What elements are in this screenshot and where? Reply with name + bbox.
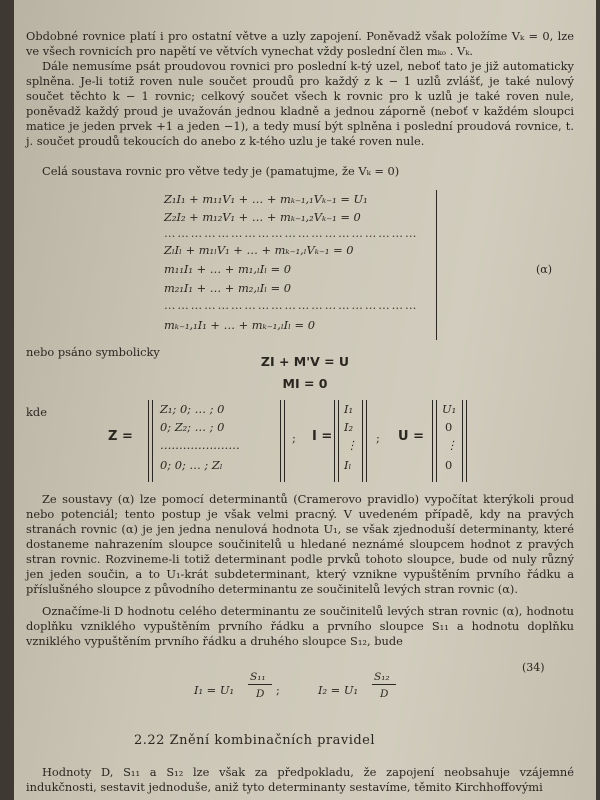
matrix-i-left-bar-2 bbox=[338, 400, 339, 482]
matrix-u-name: U = bbox=[398, 429, 424, 444]
matrix-i-row-4: Iₗ bbox=[344, 458, 352, 472]
matrix-u-row-2: 0 bbox=[445, 420, 453, 434]
paragraph-5: Ze soustavy (α) lze pomocí determinantů (Cramerovo pravidlo) vypočítat kterýkoli proud nebo potenciál; tento postup je však velmi pracný. V uvedeném případě, kdy na pravých stranách rovnic (α) je jen jedna nenulová hodnota U₁, se však zjednoduší determinanty, které dostaneme nahrazením sloupce součinitelů u hledané neznámé sloupcem hodnot z pravých stran rovnic. Rozvineme-li totiž determinant podle prvků tohoto sloupce, bude od nuly různý jen jeden součin, a to U₁-krát subdeterminant, který vznikne vypuštěním prvního řádku a příslušného sloupce z původního determinantu ze součinitelů levých stran rovnic (α). bbox=[26, 492, 574, 596]
system-line-6: mₖ₋₁,₁I₁ + … + mₖ₋₁,ₗIₗ = 0 bbox=[164, 318, 315, 332]
equation-label-alpha: (α) bbox=[536, 263, 553, 276]
matrix-z-row-4: 0; 0; … ; Zₗ bbox=[160, 458, 223, 472]
paragraph-7: Hodnoty D, S₁₁ a S₁₂ lze však za předpokladu, že zapojení neobsahuje vzájemné indukčnosti, sestavit jednoduše, aniž tyto determinanty sestavíme, těmito Kirchhoffovými bbox=[26, 765, 574, 794]
matrix-z-right-bar-2 bbox=[284, 400, 285, 482]
paragraph-kde: kde bbox=[26, 405, 47, 419]
matrix-i-right-bar-2 bbox=[366, 400, 367, 482]
formula-den-1: D bbox=[256, 688, 265, 700]
matrix-i-left-bar bbox=[334, 400, 335, 482]
document-page bbox=[14, 0, 596, 800]
matrix-u-right-bar bbox=[462, 400, 463, 482]
formula-separator: ; bbox=[276, 683, 280, 697]
matrix-u-row-1: U₁ bbox=[442, 402, 457, 416]
matrix-separator-2: ; bbox=[376, 431, 380, 445]
symbolic-equation-1: ZI + M'V = U bbox=[260, 354, 350, 369]
formula-den-2: D bbox=[380, 688, 389, 700]
matrix-u-left-bar-2 bbox=[436, 400, 437, 482]
matrix-z-name: Z = bbox=[108, 429, 133, 444]
matrix-i-row-2: I₂ bbox=[344, 420, 354, 434]
matrix-i-row-1: I₁ bbox=[344, 402, 354, 416]
formula-num-1: S₁₁ bbox=[250, 671, 266, 683]
paragraph-3: Celá soustava rovnic pro větve tedy je (pamatujme, že Vₖ = 0) bbox=[42, 164, 400, 178]
matrix-z-row-1: Z₁; 0; … ; 0 bbox=[160, 402, 225, 416]
formula-num-2: S₁₂ bbox=[374, 671, 390, 683]
matrix-z-left-bar bbox=[148, 400, 149, 482]
system-dots-1: ………………………………………………… bbox=[164, 226, 419, 240]
system-dots-2: ………………………………………………… bbox=[164, 298, 419, 312]
paragraph-6: Označíme-li D hodnotu celého determinantu ze součinitelů levých stran rovnic (α), hodnotu doplňku vzniklého vypuštěním prvního řádku a prvního sloupce S₁₁ a hodnotu doplňku vzniklého vypuštěním prvního řádku a druhého sloupce S₁₂, bude bbox=[26, 604, 574, 648]
matrix-u-left-bar bbox=[432, 400, 433, 482]
system-line-4: m₁₁I₁ + … + m₁,ₗIₗ = 0 bbox=[164, 262, 292, 276]
formula-i2: I₂ = U₁ bbox=[318, 683, 359, 697]
matrix-z-row-3: ………………… bbox=[160, 438, 240, 452]
formula-fraction-bar-1 bbox=[248, 684, 272, 685]
paragraph-2: Dále nemusíme psát proudovou rovnici pro poslední k-tý uzel, neboť tato je již automaticky splněna. Je-li totiž roven nule součet proudů pro každý z k − 1 uzlů zvlášť, je také nulový součet těchto k − 1 rovnic; celkový součet všech k rovnic pro k uzlů je také roven nule, poněvadž každý proud je uvažován jednou kladně a jednou záporně (neboť v každém sloupci matice je jeden prvek +1 a jeden −1), a tedy musí být splněna i poslední proudová rovnice, t. j. součet proudů tekoucích do anebo z k-tého uzlu je také roven nule. bbox=[26, 59, 574, 148]
matrix-u-right-bar-2 bbox=[466, 400, 467, 482]
formula-fraction-bar-2 bbox=[372, 684, 396, 685]
matrix-z-right-bar bbox=[280, 400, 281, 482]
matrix-i-right-bar bbox=[362, 400, 363, 482]
matrix-z-left-bar-2 bbox=[152, 400, 153, 482]
system-brace bbox=[430, 190, 437, 340]
matrix-z-row-2: 0; Z₂; … ; 0 bbox=[160, 420, 225, 434]
section-heading: 2.22 Znění kombinačních pravidel bbox=[134, 733, 376, 748]
matrix-u-row-4: 0 bbox=[445, 458, 453, 472]
system-line-5: m₂₁I₁ + … + m₂,ₗIₗ = 0 bbox=[164, 281, 292, 295]
paragraph-1: Obdobné rovnice platí i pro ostatní větve a uzly zapojení. Poněvadž však položíme Vₖ = 0, lze ve všech rovnicích pro napětí ve větvích vynechat vždy poslední člen mₖₒ . Vₖ. bbox=[26, 29, 574, 58]
system-line-2: Z₂I₂ + m₁₂V₁ + … + mₖ₋₁,₂Vₖ₋₁ = 0 bbox=[164, 210, 361, 224]
matrix-i-row-3: ⋮ bbox=[346, 438, 358, 452]
equation-number-34: (34) bbox=[522, 661, 545, 674]
system-line-1: Z₁I₁ + m₁₁V₁ + … + mₖ₋₁,₁Vₖ₋₁ = U₁ bbox=[164, 192, 368, 206]
matrix-separator-1: ; bbox=[292, 431, 296, 445]
formula-i1: I₁ = U₁ bbox=[194, 683, 235, 697]
matrix-u-row-3: ⋮ bbox=[446, 438, 458, 452]
symbolic-equation-2: MI = 0 bbox=[282, 376, 328, 391]
matrix-i-name: I = bbox=[312, 429, 333, 444]
paragraph-4: nebo psáno symbolicky bbox=[26, 345, 160, 359]
system-line-3: ZₗIₗ + m₁ₗV₁ + … + mₖ₋₁,ₗVₖ₋₁ = 0 bbox=[164, 243, 354, 257]
